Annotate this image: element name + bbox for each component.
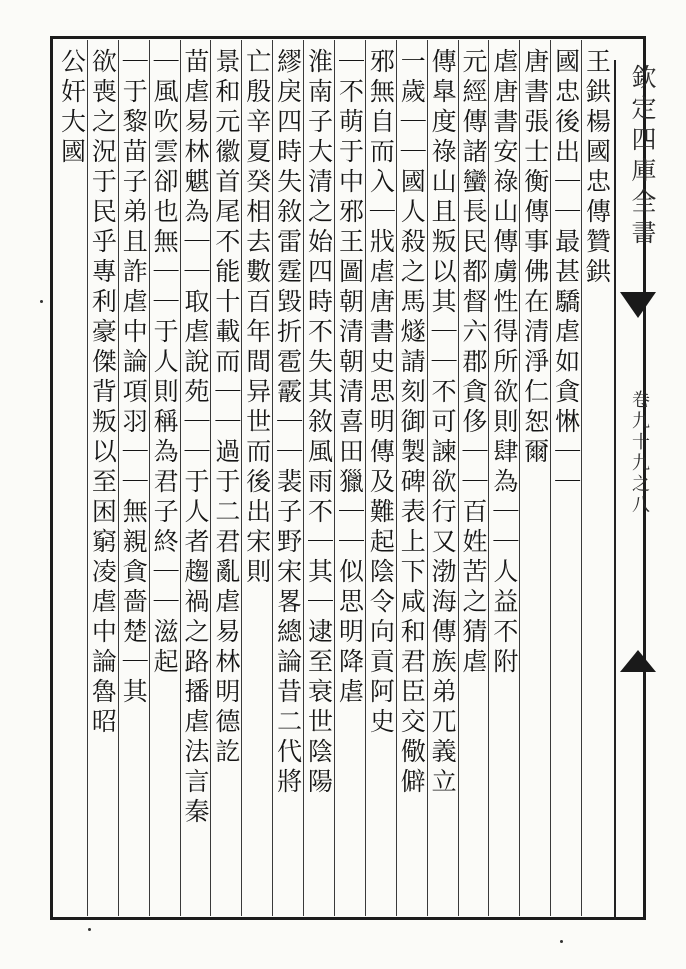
column-rule xyxy=(427,40,428,916)
column-rule xyxy=(519,40,520,916)
column-rule xyxy=(458,40,459,916)
text-column: 公奸大國 xyxy=(57,48,87,168)
text-column: 亡殷辛夏癸相去數百年間异世而後出宋則 xyxy=(242,48,272,588)
column-rule xyxy=(241,40,242,916)
text-column: ｜風吹雲卻也無｜｜于人則稱為君子終｜｜滋起 xyxy=(150,48,180,678)
text-column: 邪無自而入｜戕虐唐書史思明傳及難起陰令向貢阿史 xyxy=(366,48,396,738)
column-rule xyxy=(334,40,335,916)
text-column: 唐書張士衡傳事佛在清淨仁恕爾 xyxy=(520,48,550,468)
text-column: 傳臯度祿山且叛以其｜｜不可諫欲行又渤海傳族弟兀義立 xyxy=(428,48,458,798)
ink-speck xyxy=(88,928,91,931)
column-rule xyxy=(272,40,273,916)
text-column: 淮南子大清之始四時不失其敘風雨不｜其｜逮至衰世陰陽 xyxy=(304,48,334,798)
column-rule xyxy=(581,40,582,916)
ink-speck xyxy=(40,300,43,303)
column-rule xyxy=(365,40,366,916)
column-rule xyxy=(180,40,181,916)
text-column: ｜于黎苗子弟且詐虐中論項羽｜｜無親貪嗇楚｜其 xyxy=(119,48,149,708)
text-column: 繆戾四時失敘雷霆毀折雹霰｜｜裴子野宋畧總論昔二代將 xyxy=(273,48,303,798)
column-rule xyxy=(118,40,119,916)
column-rule xyxy=(396,40,397,916)
text-column: 苗虐易林魌為｜｜取虐說苑｜｜于人者趨禍之路播虐法言秦 xyxy=(181,48,210,828)
column-rule xyxy=(303,40,304,916)
text-column: 元經傳諸蠻長民都督六郡貪侈｜｜百姓苦之猜虐 xyxy=(459,48,488,678)
column-rule xyxy=(550,40,551,916)
ink-speck xyxy=(560,940,563,943)
text-column: 景和元徽首尾不能十載而｜｜過于二君亂虐易林明德訖 xyxy=(211,48,241,768)
fishtail-mark-bottom xyxy=(620,650,656,672)
volume-label: 卷九十九之八 xyxy=(629,390,650,516)
text-column: 國忠後出｜｜最甚驕虐如貪惏｜｜ xyxy=(551,48,581,498)
text-column: 王鉷楊國忠傳贊鉷 xyxy=(582,48,612,288)
text-column: ｜不萌于中邪王圖朝清朝清喜田獵｜｜似思明降虐 xyxy=(335,48,365,708)
fishtail-mark-top xyxy=(620,292,656,318)
column-rule xyxy=(87,40,88,916)
text-column: 虐唐書安祿山傳虜性得所欲則肆為｜｜人益不附 xyxy=(489,48,519,678)
column-rule xyxy=(488,40,489,916)
text-column: 一歲｜｜國人殺之馬燧請刻御製碑表上下咸和君臣交儆僻 xyxy=(397,48,427,798)
column-rule xyxy=(149,40,150,916)
column-rule xyxy=(210,40,211,916)
book-title: 欽定四庫全書 xyxy=(628,64,657,250)
book-margin xyxy=(614,60,660,920)
text-column: 欲喪之況于民乎專利豪傑背叛以至困窮凌虐中論魯昭 xyxy=(88,48,118,738)
